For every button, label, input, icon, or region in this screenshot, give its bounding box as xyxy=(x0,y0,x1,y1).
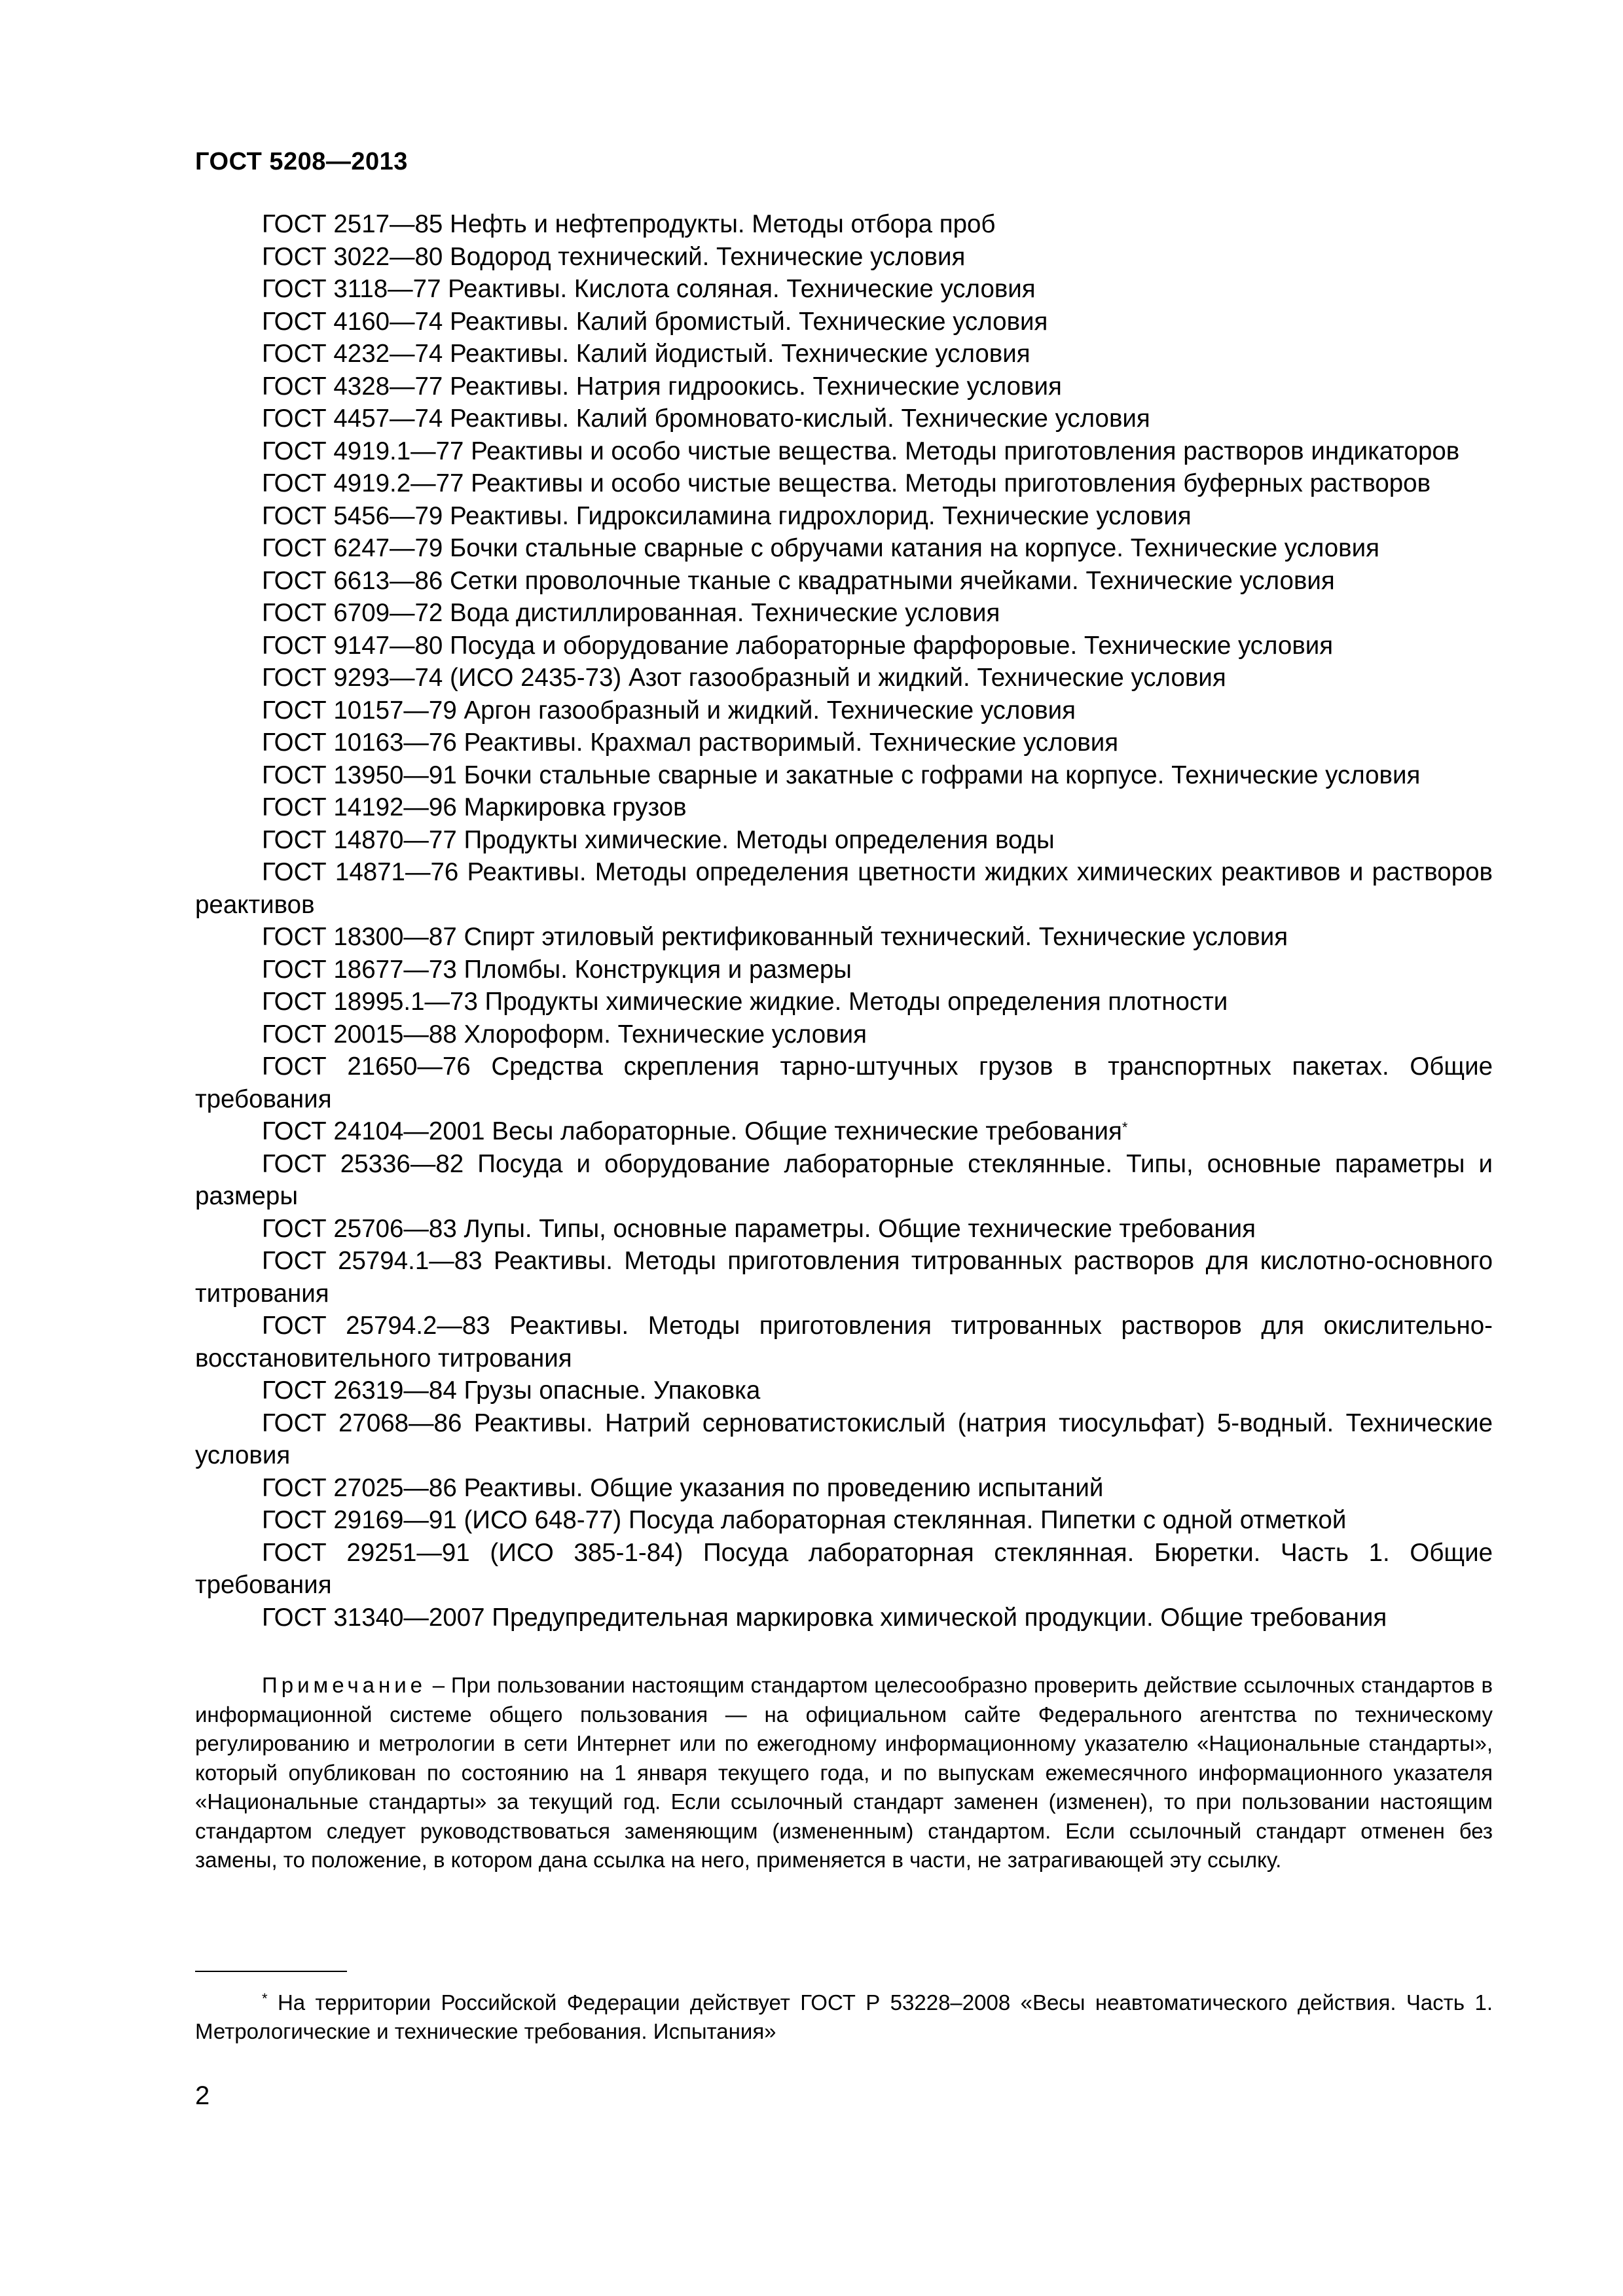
reference-text: ГОСТ 4919.1—77 Реактивы и особо чистые вещества. Методы приготовления растворов индикаторов xyxy=(262,437,1460,465)
reference-item xyxy=(195,500,1493,533)
reference-text: ГОСТ 4160—74 Реактивы. Калий бромистый. Технические условия xyxy=(262,307,1048,336)
reference-item xyxy=(195,759,1493,792)
reference-item xyxy=(195,1310,1493,1374)
reference-item xyxy=(195,403,1493,435)
reference-text: ГОСТ 27068—86 Реактивы. Натрий серноватистокислый (натрия тиосульфат) 5-водный. Технические условия xyxy=(195,1408,1493,1469)
reference-item xyxy=(195,662,1493,694)
reference-text: ГОСТ 18995.1—73 Продукты химические жидкие. Методы определения плотности xyxy=(262,988,1228,1016)
reference-item xyxy=(195,1050,1493,1115)
reference-text: ГОСТ 4232—74 Реактивы. Калий йодистый. Технические условия xyxy=(262,340,1030,368)
reference-item xyxy=(195,435,1493,468)
reference-item xyxy=(195,338,1493,370)
reference-item xyxy=(195,306,1493,338)
reference-item xyxy=(195,824,1493,857)
reference-text: ГОСТ 5456—79 Реактивы. Гидроксиламина гидрохлорид. Технические условия xyxy=(262,501,1192,530)
reference-item xyxy=(195,726,1493,759)
reference-item xyxy=(195,1407,1493,1472)
reference-text: ГОСТ 6613—86 Сетки проволочные тканые с квадратными ячейками. Технические условия xyxy=(262,566,1335,595)
reference-text: ГОСТ 25794.2—83 Реактивы. Методы приготовления титрованных растворов для окислительно-восстановительного титрования xyxy=(195,1312,1493,1372)
reference-text: ГОСТ 4457—74 Реактивы. Калий бромновато-кислый. Технические условия xyxy=(262,404,1150,433)
footnote xyxy=(195,1988,1493,2046)
note-text: При пользовании настоящим стандартом целесообразно проверить действие ссылочных стандартов в информационной системе общего пользования — на официальном сайте Федерального агентства по техническому регулированию и метрологии в сети Интернет или по ежегодному информационному указателю «Национальные стандарты», который опубликован по состоянию на 1 января текущего года, и по выпускам ежемесячного информационного указателя «Национальные стандарты» за текущий год. Если ссылочный стандарт заменен (изменен), то при пользовании настоящим стандартом следует руководствоваться заменяющим (измененным) стандартом. Если ссылочный стандарт отменен без замены, то положение, в котором дана ссылка на него, применяется в части, не затрагивающей эту ссылку. xyxy=(195,1673,1493,1872)
reference-text: ГОСТ 2517—85 Нефть и нефтепродукты. Методы отбора проб xyxy=(262,210,996,238)
reference-text: ГОСТ 29251—91 (ИСО 385-1-84) Посуда лабораторная стеклянная. Бюретки. Часть 1. Общие требования xyxy=(195,1538,1493,1599)
reference-item xyxy=(195,1374,1493,1407)
reference-item xyxy=(195,1504,1493,1537)
reference-text: ГОСТ 10157—79 Аргон газообразный и жидкий. Технические условия xyxy=(262,696,1076,725)
reference-item xyxy=(195,597,1493,630)
reference-text: ГОСТ 6247—79 Бочки стальные сварные с обручами катания на корпусе. Технические условия xyxy=(262,534,1379,562)
reference-item xyxy=(195,565,1493,598)
reference-text: ГОСТ 3118—77 Реактивы. Кислота соляная. Технические условия xyxy=(262,275,1036,303)
reference-item xyxy=(195,208,1493,241)
reference-text: ГОСТ 31340—2007 Предупредительная маркировка химической продукции. Общие требования xyxy=(262,1603,1387,1632)
reference-item xyxy=(195,921,1493,954)
reference-text: ГОСТ 18300—87 Спирт этиловый ректификованный технический. Технические условия xyxy=(262,923,1288,951)
reference-text: ГОСТ 4328—77 Реактивы. Натрия гидроокись. Технические условия xyxy=(262,372,1062,401)
reference-text: ГОСТ 25336—82 Посуда и оборудование лабораторные стеклянные. Типы, основные параметры и размеры xyxy=(195,1149,1493,1210)
reference-text: ГОСТ 14871—76 Реактивы. Методы определения цветности жидких химических реактивов и растворов реактивов xyxy=(195,858,1493,919)
footnote-divider xyxy=(195,1971,347,1972)
note-separator: – xyxy=(426,1673,451,1697)
reference-text: ГОСТ 9147—80 Посуда и оборудование лабораторные фарфоровые. Технические условия xyxy=(262,631,1334,660)
reference-item xyxy=(195,791,1493,824)
reference-text: ГОСТ 27025—86 Реактивы. Общие указания по проведению испытаний xyxy=(262,1473,1104,1502)
reference-item xyxy=(195,1148,1493,1213)
footnote-mark: * xyxy=(262,1990,268,2007)
reference-text: ГОСТ 10163—76 Реактивы. Крахмал растворимый. Технические условия xyxy=(262,728,1119,757)
reference-item xyxy=(195,1537,1493,1602)
reference-text: ГОСТ 26319—84 Грузы опасные. Упаковка xyxy=(262,1376,761,1405)
reference-item xyxy=(195,1115,1493,1148)
reference-text: ГОСТ 21650—76 Средства скрепления тарно-штучных грузов в транспортных пакетах. Общие требования xyxy=(195,1052,1493,1113)
reference-item xyxy=(195,273,1493,306)
reference-text: ГОСТ 14870—77 Продукты химические. Методы определения воды xyxy=(262,825,1055,854)
reference-item xyxy=(195,694,1493,727)
page-number: 2 xyxy=(195,2081,210,2110)
note-paragraph xyxy=(195,1671,1493,1875)
reference-text: ГОСТ 14192—96 Маркировка грузов xyxy=(262,793,687,821)
reference-text: ГОСТ 25794.1—83 Реактивы. Методы приготовления титрованных растворов для кислотно-основного титрования xyxy=(195,1247,1493,1308)
references-list xyxy=(195,208,1493,1634)
reference-text: ГОСТ 4919.2—77 Реактивы и особо чистые вещества. Методы приготовления буферных растворов xyxy=(262,469,1431,497)
reference-item xyxy=(195,467,1493,500)
reference-footnote-mark: * xyxy=(1122,1119,1128,1136)
reference-text: ГОСТ 24104—2001 Весы лабораторные. Общие технические требования xyxy=(262,1117,1122,1145)
reference-text: ГОСТ 29169—91 (ИСО 648-77) Посуда лабораторная стеклянная. Пипетки с одной отметкой xyxy=(262,1506,1347,1534)
reference-item xyxy=(195,1018,1493,1051)
reference-item xyxy=(195,241,1493,274)
reference-item xyxy=(195,954,1493,986)
reference-text: ГОСТ 18677—73 Пломбы. Конструкция и размеры xyxy=(262,955,852,984)
reference-item xyxy=(195,630,1493,662)
reference-text: ГОСТ 13950—91 Бочки стальные сварные и закатные с гофрами на корпусе. Технические условия xyxy=(262,761,1421,789)
reference-item xyxy=(195,856,1493,921)
reference-text: ГОСТ 20015—88 Хлороформ. Технические условия xyxy=(262,1020,867,1049)
reference-item xyxy=(195,1602,1493,1634)
reference-item xyxy=(195,532,1493,565)
reference-text: ГОСТ 3022—80 Водород технический. Технические условия xyxy=(262,242,966,271)
reference-item xyxy=(195,370,1493,403)
document-header: ГОСТ 5208—2013 xyxy=(195,148,408,175)
reference-item xyxy=(195,1472,1493,1505)
reference-item xyxy=(195,986,1493,1018)
reference-text: ГОСТ 25706—83 Лупы. Типы, основные параметры. Общие технические требования xyxy=(262,1214,1256,1243)
reference-item xyxy=(195,1245,1493,1310)
reference-text: ГОСТ 9293—74 (ИСО 2435-73) Азот газообразный и жидкий. Технические условия xyxy=(262,664,1226,692)
reference-item xyxy=(195,1213,1493,1246)
note-label: Примечание xyxy=(262,1673,427,1697)
reference-text: ГОСТ 6709—72 Вода дистиллированная. Технические условия xyxy=(262,599,1000,627)
footnote-text: На территории Российской Федерации действует ГОСТ Р 53228–2008 «Весы неавтоматического действия. Часть 1. Метрологические и технические требования. Испытания» xyxy=(195,1990,1493,2043)
